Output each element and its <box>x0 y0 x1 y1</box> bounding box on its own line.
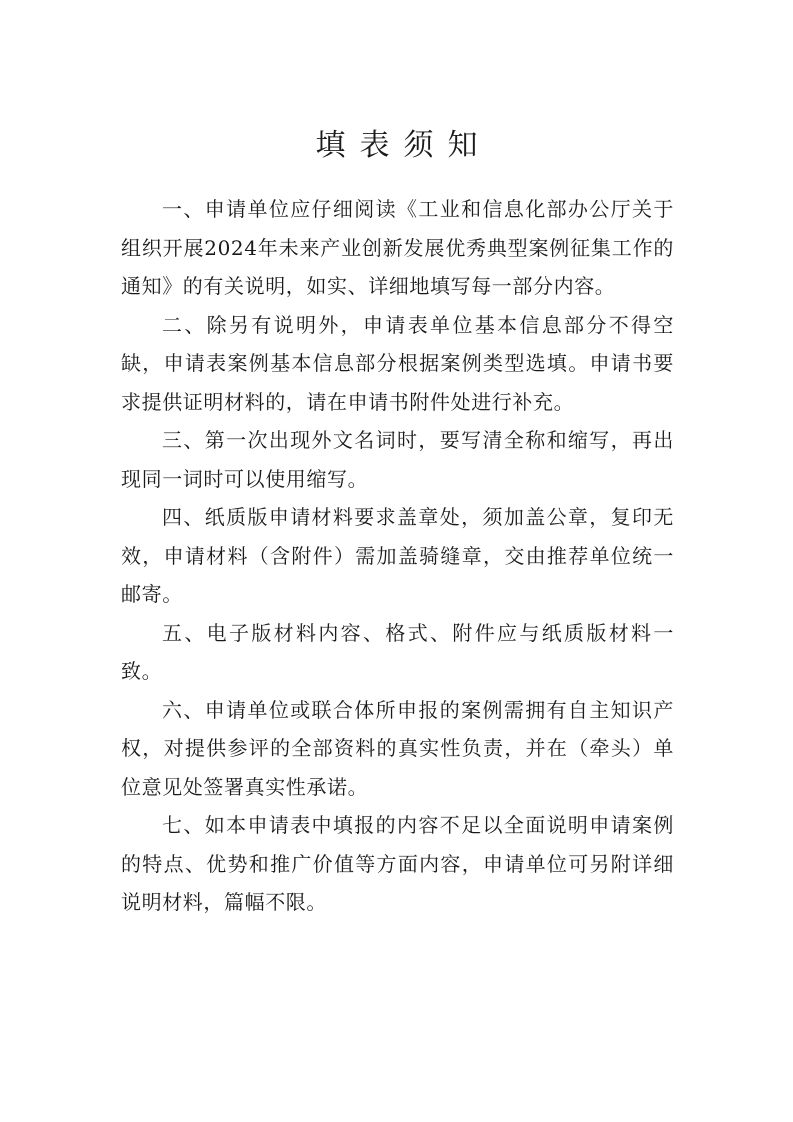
instructions-body <box>121 190 674 922</box>
instruction-paragraph-5: 五、电子版材料内容、格式、附件应与纸质版材料一致。 <box>121 620 674 683</box>
instruction-paragraph-4: 四、纸质版申请材料要求盖章处，须加盖公章，复印无效，申请材料（含附件）需加盖骑缝章，交由推荐单位统一邮寄。 <box>121 505 674 606</box>
instruction-paragraph-6: 六、申请单位或联合体所申报的案例需拥有自主知识产权，对提供参评的全部资料的真实性负责，并在（牵头）单位意见处签署真实性承诺。 <box>121 697 674 799</box>
instruction-paragraph-3: 三、第一次出现外文名词时，要写清全称和缩写，再出现同一词时可以使用缩写。 <box>121 428 674 491</box>
page-title: 填表须知 <box>315 128 492 163</box>
instruction-paragraph-1: 一、申请单位应仔细阅读《工业和信息化部办公厅关于组织开展2024年未来产业创新发展优秀典型案例征集工作的通知》的有关说明，如实、详细地填写每一部分内容。 <box>121 197 674 298</box>
instruction-paragraph-7: 七、如本申请表中填报的内容不足以全面说明申请案例的特点、优势和推广价值等方面内容，申请单位可另附详细说明材料，篇幅不限。 <box>121 813 674 914</box>
instruction-paragraph-2: 二、除另有说明外，申请表单位基本信息部分不得空缺，申请表案例基本信息部分根据案例类型选填。申请书要求提供证明材料的，请在申请书附件处进行补充。 <box>121 312 674 414</box>
